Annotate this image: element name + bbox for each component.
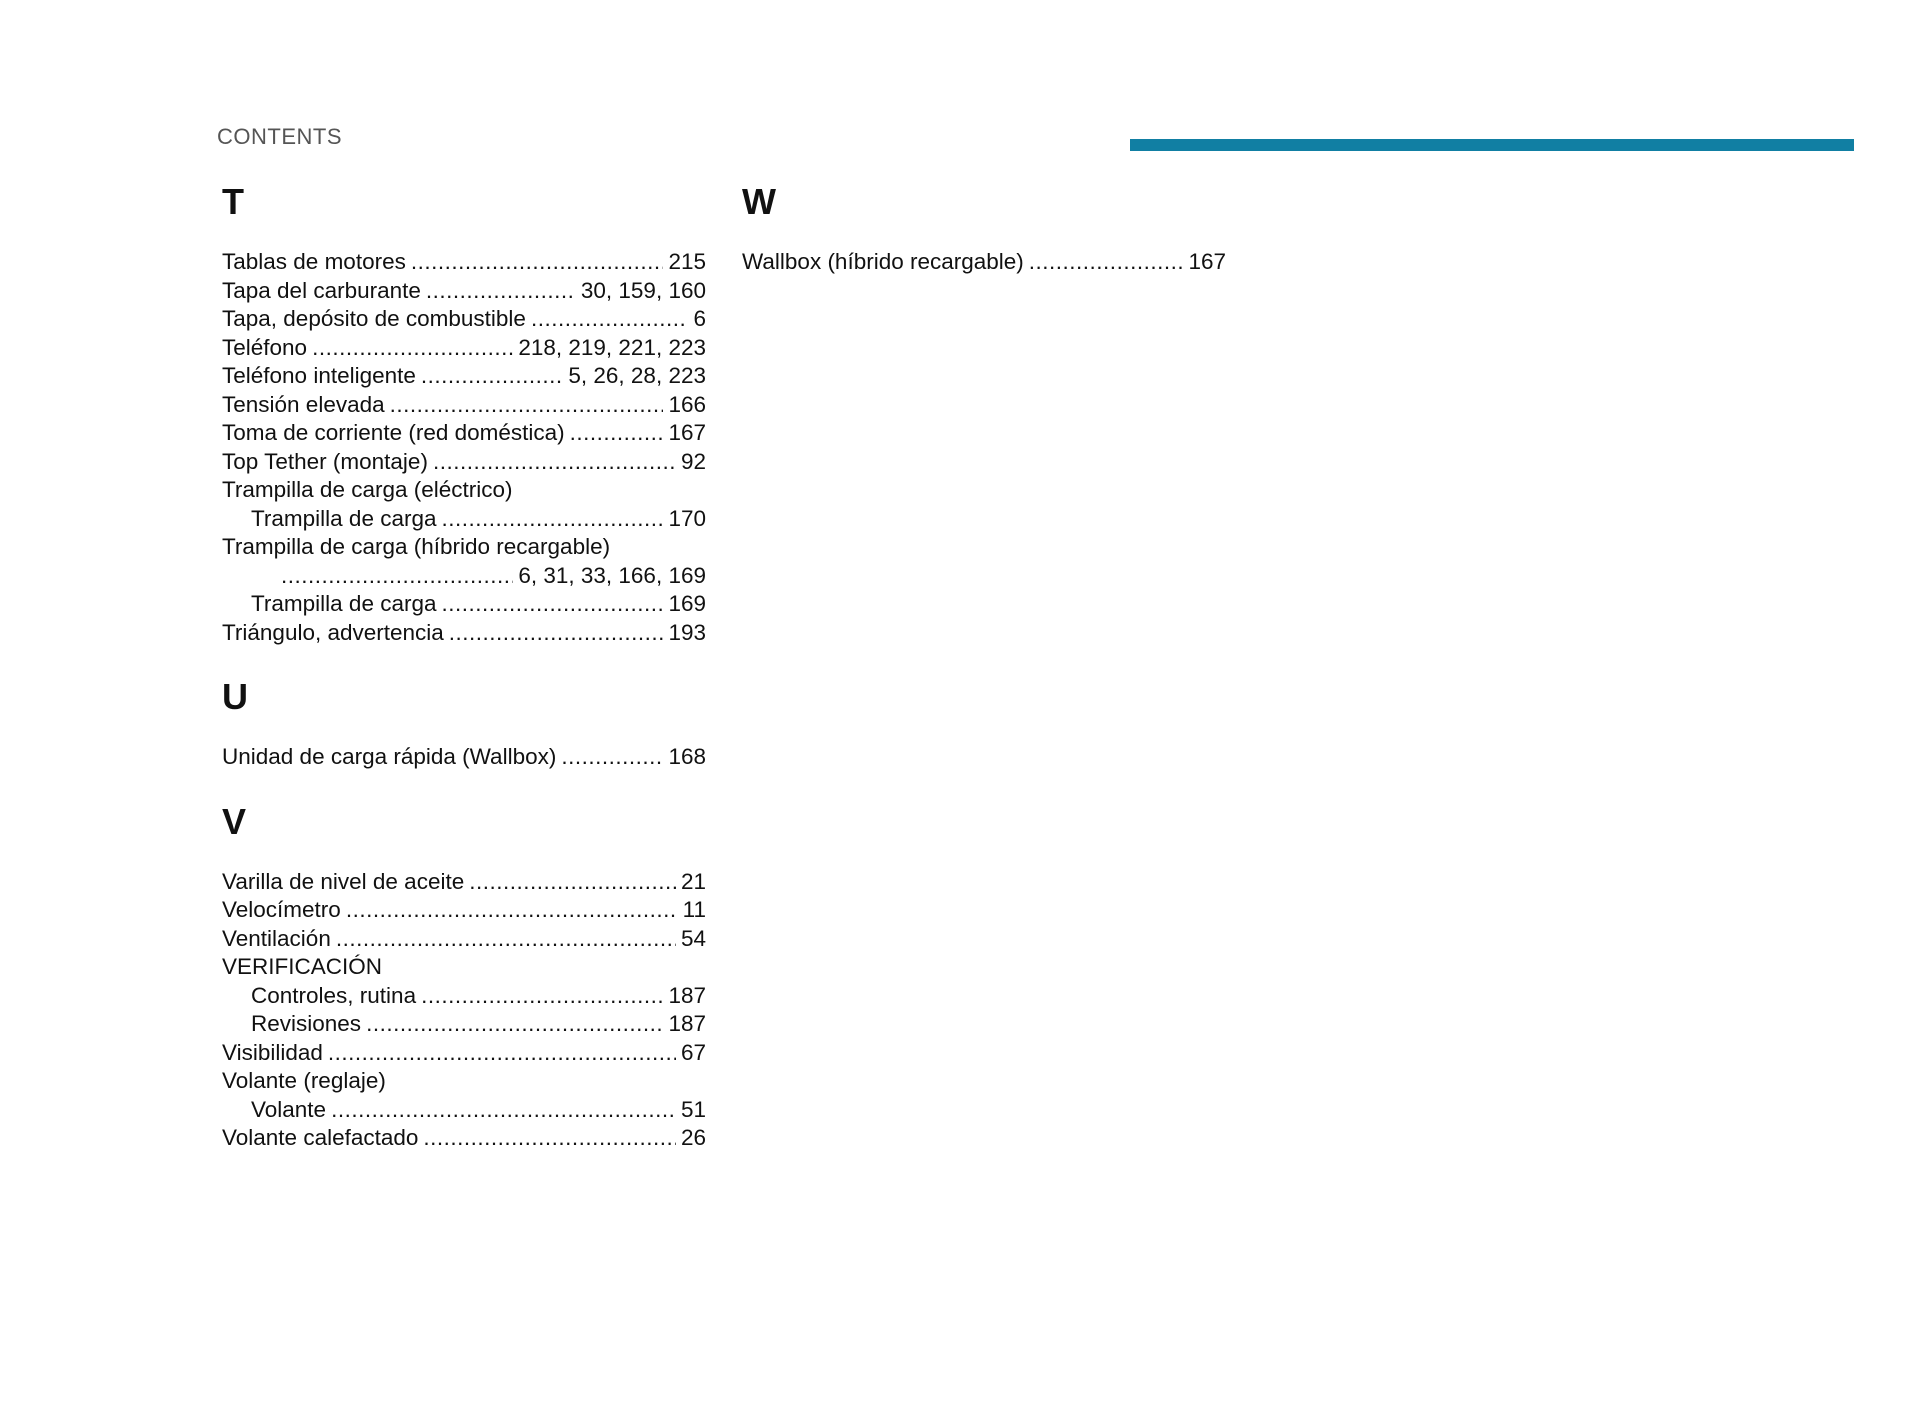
entry-page-numbers: 26 [680,1125,706,1150]
entry-label: Tablas de motores [222,249,406,274]
index-entry [222,982,706,1011]
dot-leader [346,896,678,925]
dot-leader [411,248,664,277]
index-entry [222,248,706,277]
index-section-w [742,182,1226,277]
dot-leader [1029,248,1184,277]
entry-label: Teléfono inteligente [222,363,416,388]
entry-label: Trampilla de carga (híbrido recargable) [222,534,611,559]
entry-label: Trampilla de carga (eléctrico) [222,477,513,502]
index-entry [222,868,706,897]
index-entry [222,953,706,982]
entry-page-numbers: 166 [668,391,706,417]
entry-page-numbers: 193 [668,619,706,645]
entry-label: Velocímetro [222,897,341,922]
entry-page-numbers: 168 [668,744,706,769]
index-entry [222,362,706,391]
index-entry [222,896,706,925]
index-entry [222,419,706,448]
index-entry [222,1124,706,1153]
dot-leader [328,1039,676,1068]
dot-leader [421,982,663,1011]
header-accent-bar [1130,139,1854,151]
entry-page-numbers: 51 [680,1096,706,1122]
dot-leader [423,1124,676,1153]
index-entry [222,533,706,562]
section-letter: W [742,181,776,222]
index-entry [222,476,706,505]
index-entry [222,1010,706,1039]
entry-page-numbers: 169 [668,591,706,616]
index-entry [222,1096,706,1125]
dot-leader [336,925,676,954]
entry-page-numbers: 67 [680,1039,706,1065]
entry-label: Varilla de nivel de aceite [222,868,465,894]
dot-leader [421,362,563,391]
entry-label: Tapa del carburante [222,277,421,303]
entry-page-numbers: 215 [668,249,706,274]
section-letter: V [222,800,247,842]
index-entry [222,590,706,619]
entry-label: Trampilla de carga [251,591,437,616]
index-entry [222,1039,706,1068]
dot-leader [390,391,664,420]
dot-leader [442,505,664,534]
entry-label: Trampilla de carga [251,505,437,531]
entry-label: Tapa, depósito de combustible [222,306,526,331]
entry-page-numbers: 92 [680,448,706,474]
entry-label: Visibilidad [222,1039,323,1065]
index-entry [222,305,706,334]
entry-page-numbers: 6, 31, 33, 166, 169 [518,562,706,588]
entry-label: Volante calefactado [222,1125,419,1150]
entry-label: Tensión elevada [222,391,385,417]
entry-label: Ventilación [222,925,331,951]
index-entry [222,743,706,772]
index-section-u [222,677,706,772]
entry-label: Volante [251,1096,327,1122]
dot-leader [281,562,513,591]
index-entry [222,562,706,591]
header-contents-label: CONTENTS [217,124,342,149]
dot-leader [561,743,663,772]
entry-label: Top Tether (montaje) [222,448,428,474]
index-section-v [222,802,706,1153]
entry-label: Unidad de carga rápida (Wallbox) [222,744,557,769]
entry-page-numbers: 218, 219, 221, 223 [518,334,706,360]
entry-page-numbers: 5, 26, 28, 223 [568,363,706,388]
entry-label: Controles, rutina [251,982,417,1008]
index-entry [222,1067,706,1096]
entry-label: Revisiones [251,1011,362,1036]
index-entry [222,505,706,534]
entry-label: Wallbox (híbrido recargable) [742,249,1024,274]
index-entry [222,391,706,420]
entry-label: Toma de corriente (red doméstica) [222,420,565,445]
entry-page-numbers: 187 [668,1011,706,1036]
entry-page-numbers: 170 [668,505,706,531]
dot-leader [312,334,513,363]
dot-leader [469,868,676,897]
entry-page-numbers: 6 [693,306,706,331]
index-entry [222,277,706,306]
entry-label: VERIFICACIÓN [222,954,383,979]
entry-page-numbers: 167 [668,420,706,445]
entry-page-numbers: 187 [668,982,706,1008]
entry-label: Volante (reglaje) [222,1068,386,1093]
index-entry [222,448,706,477]
section-letter: T [222,181,244,222]
dot-leader [531,305,689,334]
dot-leader [449,619,664,648]
dot-leader [426,277,576,306]
dot-leader [570,419,664,448]
index-entry [742,248,1226,277]
entry-page-numbers: 30, 159, 160 [580,277,706,303]
index-section-t [222,182,706,647]
entry-page-numbers: 54 [680,925,706,951]
entry-page-numbers: 11 [682,897,706,922]
dot-leader [366,1010,663,1039]
index-column-2 [742,182,1226,307]
dot-leader [433,448,676,477]
index-entry [222,619,706,648]
index-column-1 [222,182,706,1183]
dot-leader [442,590,664,619]
entry-label: Triángulo, advertencia [222,619,444,645]
dot-leader [331,1096,676,1125]
entry-label: Teléfono [222,334,308,360]
index-entry [222,334,706,363]
index-entry [222,925,706,954]
entry-page-numbers: 167 [1188,249,1226,274]
entry-page-numbers: 21 [680,868,706,894]
section-letter: U [222,676,248,717]
